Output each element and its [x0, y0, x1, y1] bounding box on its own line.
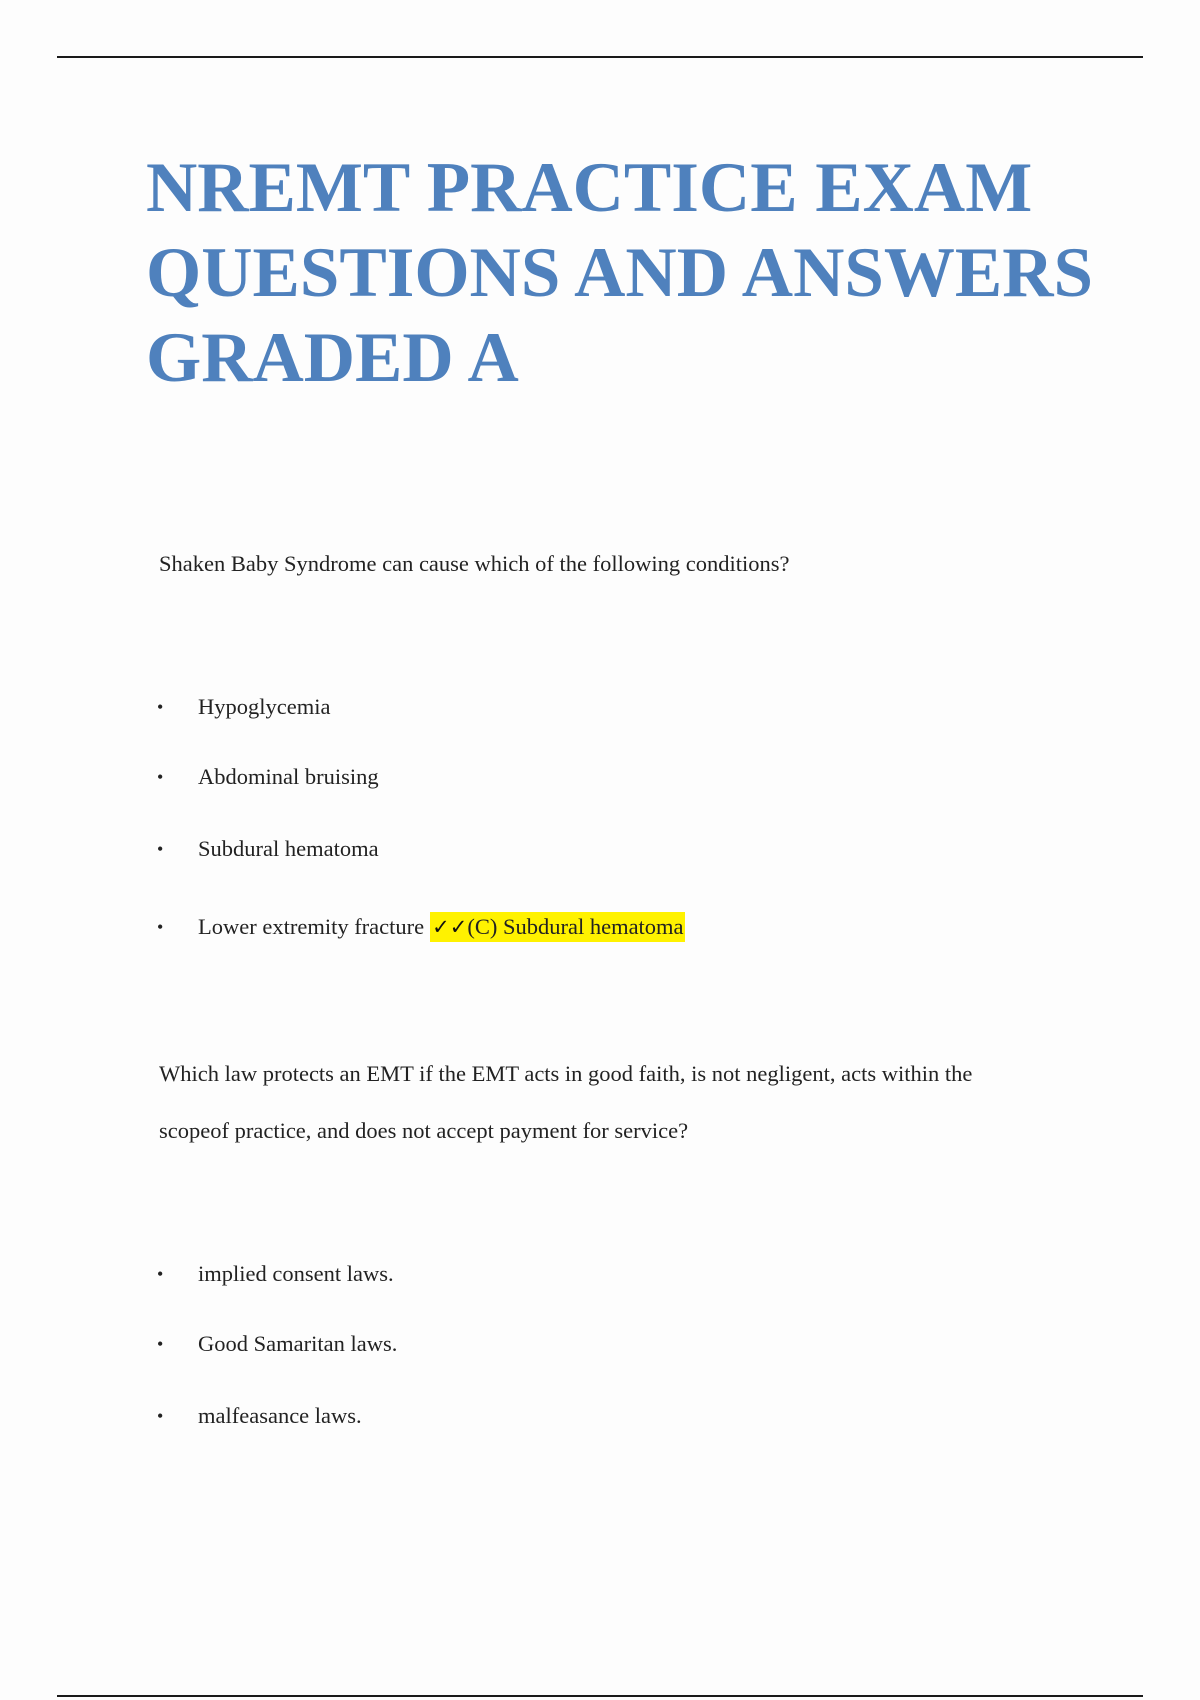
- bullet: •: [157, 1405, 164, 1426]
- bullet: •: [157, 696, 164, 717]
- document-title: [146, 146, 1146, 401]
- option-label: Lower extremity fracture: [198, 914, 425, 939]
- title-line: GRADED A: [146, 319, 519, 397]
- question-1-option-d: [157, 912, 685, 942]
- bullet: •: [157, 838, 164, 859]
- option-label: Good Samaritan laws.: [198, 1331, 398, 1356]
- option-label: Subdural hematoma: [198, 836, 379, 861]
- question-1-option-b: [157, 764, 379, 790]
- bullet: •: [157, 766, 164, 787]
- double-check-icon: ✓✓: [432, 915, 468, 939]
- bullet: •: [157, 916, 164, 937]
- question-2-option-b: [157, 1331, 397, 1357]
- answer-highlight: [430, 912, 684, 942]
- question-2-text-line-1: Which law protects an EMT if the EMT acts in good faith, is not negligent, acts within the: [159, 1061, 973, 1086]
- bottom-rule: [57, 1695, 1143, 1697]
- option-label: Abdominal bruising: [198, 764, 379, 789]
- option-label: malfeasance laws.: [198, 1403, 362, 1428]
- answer-text: (C) Subdural hematoma: [467, 914, 684, 939]
- question-2-option-c: [157, 1403, 362, 1429]
- question-1-option-c: [157, 836, 379, 862]
- title-line: QUESTIONS AND ANSWERS: [146, 234, 1093, 312]
- option-label: implied consent laws.: [198, 1261, 394, 1286]
- question-2-option-a: [157, 1261, 394, 1287]
- question-2-text-line-2: scopeof practice, and does not accept payment for service?: [159, 1118, 689, 1143]
- top-rule: [57, 56, 1143, 58]
- option-label: Hypoglycemia: [198, 694, 331, 719]
- bullet: •: [157, 1263, 164, 1284]
- title-line: NREMT PRACTICE EXAM: [146, 149, 1033, 227]
- question-1-text: Shaken Baby Syndrome can cause which of the following conditions?: [159, 551, 790, 576]
- bullet: •: [157, 1333, 164, 1354]
- question-1-option-a: [157, 694, 330, 720]
